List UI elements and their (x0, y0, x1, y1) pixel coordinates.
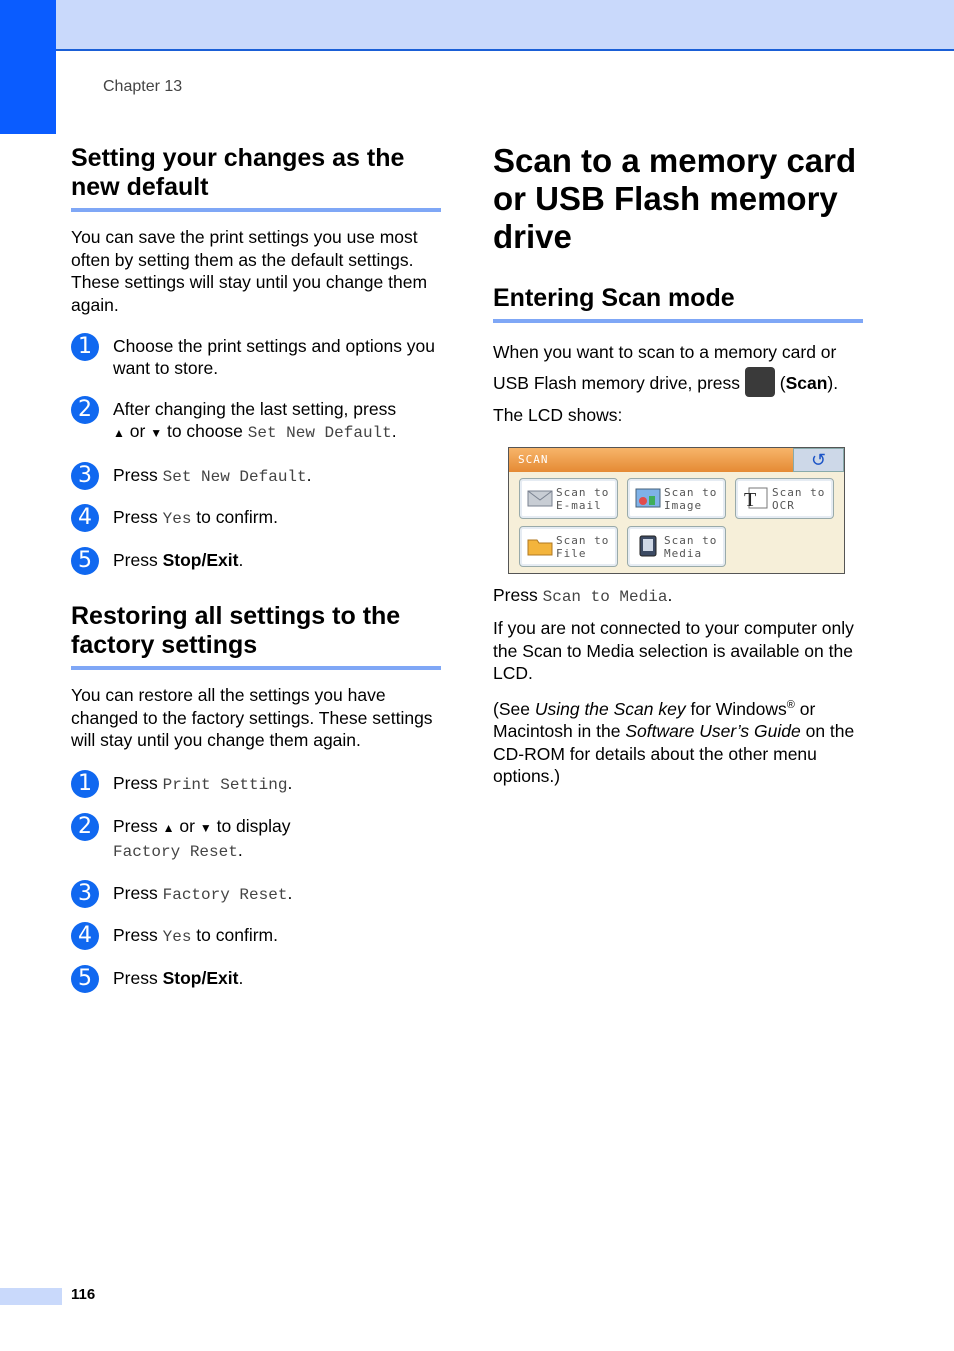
note-text: on the CD-ROM for details about the other menu options.) (493, 721, 855, 787)
intro-factory: You can restore all the settings you have changed to the factory settings. These settings will stay until you change them again. (71, 685, 433, 750)
scan-instruction-text: When you want to scan to a memory card or USB Flash memory drive, press (493, 342, 837, 393)
not-connected-note: If you are not connected to your computer only the Scan to Media selection is available on the LCD. (493, 618, 854, 684)
see-guide-note (493, 694, 863, 788)
step-item (71, 398, 441, 444)
step-number: 2 (71, 813, 99, 841)
lcd-option: Set New Default (162, 468, 307, 486)
step-text: . (238, 550, 244, 570)
lcd-option: Print Setting (162, 775, 288, 794)
registered-mark: ® (786, 698, 795, 711)
step-text: or (179, 815, 195, 836)
key-name: Stop/Exit (162, 967, 239, 988)
step-item (71, 815, 441, 863)
media-icon (635, 535, 661, 557)
chapter-label: Chapter 13 (103, 78, 183, 95)
button-label: Scan to Media (664, 533, 718, 560)
right-column (493, 142, 863, 788)
step-text: Choose the print settings and options you want to store. (113, 336, 436, 378)
step-text: . (237, 839, 243, 860)
section-heading-scan-mode: Entering Scan mode (493, 284, 863, 323)
step-text: . (287, 772, 293, 793)
svg-text:T: T (744, 488, 757, 509)
note-text: (See (493, 698, 530, 719)
step-number: 1 (71, 333, 99, 361)
step-item (71, 506, 441, 530)
folder-icon (527, 535, 553, 557)
step-text: Press (113, 507, 158, 527)
scan-to-file-button[interactable] (519, 526, 618, 567)
step-text: . (238, 967, 244, 988)
press-scan-to-media (493, 584, 863, 609)
step-item (71, 967, 441, 989)
step-text: Press (113, 924, 158, 945)
step-text: . (306, 465, 312, 485)
button-label: Scan to E-mail (556, 485, 610, 512)
step-text: . (287, 882, 293, 903)
step-text: . (667, 584, 673, 605)
paren: ). (827, 373, 839, 393)
step-text: Press (113, 550, 158, 570)
button-label: Scan to Image (664, 485, 718, 512)
button-label: Scan to OCR (772, 485, 826, 512)
step-text: . (391, 421, 397, 441)
step-item (71, 464, 441, 488)
step-number: 4 (71, 922, 99, 950)
step-number: 3 (71, 462, 99, 490)
key-name: Stop/Exit (162, 550, 239, 570)
lcd-screen (508, 447, 845, 574)
lcd-option: Factory Reset (113, 842, 238, 861)
button-label: Scan to File (556, 533, 610, 560)
guide-ref: Software User’s Guide (625, 721, 801, 742)
down-arrow-icon: ▼ (199, 820, 212, 835)
step-item (71, 549, 441, 571)
up-arrow-icon: ▲ (162, 820, 175, 835)
chapter-tab (0, 0, 56, 134)
email-icon (527, 487, 553, 509)
lcd-option: Yes (162, 510, 192, 528)
step-number: 1 (71, 770, 99, 798)
scan-instruction (493, 337, 863, 399)
key-name: Scan (785, 373, 828, 393)
chapter-section-title: Scan to a memory card or USB Flash memory drive (493, 142, 857, 255)
back-icon[interactable]: ↺ (793, 448, 844, 472)
lcd-option: Factory Reset (162, 885, 288, 904)
note-text: or Macintosh in the (493, 698, 816, 742)
step-text: Press (113, 882, 158, 903)
scan-key-icon (745, 367, 775, 397)
step-text: to confirm. (196, 507, 278, 527)
step-number: 4 (71, 504, 99, 532)
image-icon (635, 487, 661, 509)
intro-default: You can save the print settings you use most often by setting them as the default settings. These settings will stay until you change them again. (71, 227, 428, 315)
step-text: Press (493, 584, 538, 605)
step-text: to choose (166, 421, 243, 441)
scan-to-email-button[interactable] (519, 478, 618, 519)
page-number: 116 (71, 1286, 96, 1303)
step-text: to display (216, 815, 291, 836)
footer-bar (0, 1288, 62, 1305)
step-number: 2 (71, 396, 99, 424)
lcd-option: Scan to Media (542, 587, 668, 606)
step-text: or (129, 421, 146, 441)
top-bar (0, 0, 954, 51)
section-heading-factory: Restoring all settings to the factory settings (71, 602, 441, 670)
step-number: 5 (71, 965, 99, 993)
step-text: Press (113, 967, 158, 988)
step-item (71, 924, 441, 948)
lcd-title: SCAN (518, 452, 549, 466)
section-heading-default: Setting your changes as the new default (71, 144, 441, 212)
paren: ( (779, 373, 786, 393)
lcd-option: Set New Default (247, 424, 392, 442)
step-text: Press (113, 815, 158, 836)
guide-ref: Using the Scan key (534, 698, 686, 719)
ocr-icon (743, 487, 769, 509)
step-item (71, 772, 441, 796)
note-text: for Windows (690, 698, 787, 719)
step-text: to confirm. (196, 924, 278, 945)
step-text: Press (113, 772, 158, 793)
scan-to-image-button[interactable] (627, 478, 726, 519)
step-item (71, 335, 441, 379)
step-number: 5 (71, 547, 99, 575)
step-text: Press (113, 465, 158, 485)
left-column (71, 144, 441, 989)
down-arrow-icon: ▼ (150, 426, 163, 440)
scan-to-ocr-button[interactable] (735, 478, 834, 519)
step-number: 3 (71, 880, 99, 908)
up-arrow-icon: ▲ (113, 426, 125, 440)
lcd-header (509, 448, 844, 472)
lcd-option: Yes (162, 927, 192, 946)
scan-to-media-button[interactable] (627, 526, 726, 567)
lcd-shows-label: The LCD shows: (493, 405, 623, 426)
step-item (71, 882, 441, 906)
step-text: After changing the last setting, press (113, 399, 397, 419)
